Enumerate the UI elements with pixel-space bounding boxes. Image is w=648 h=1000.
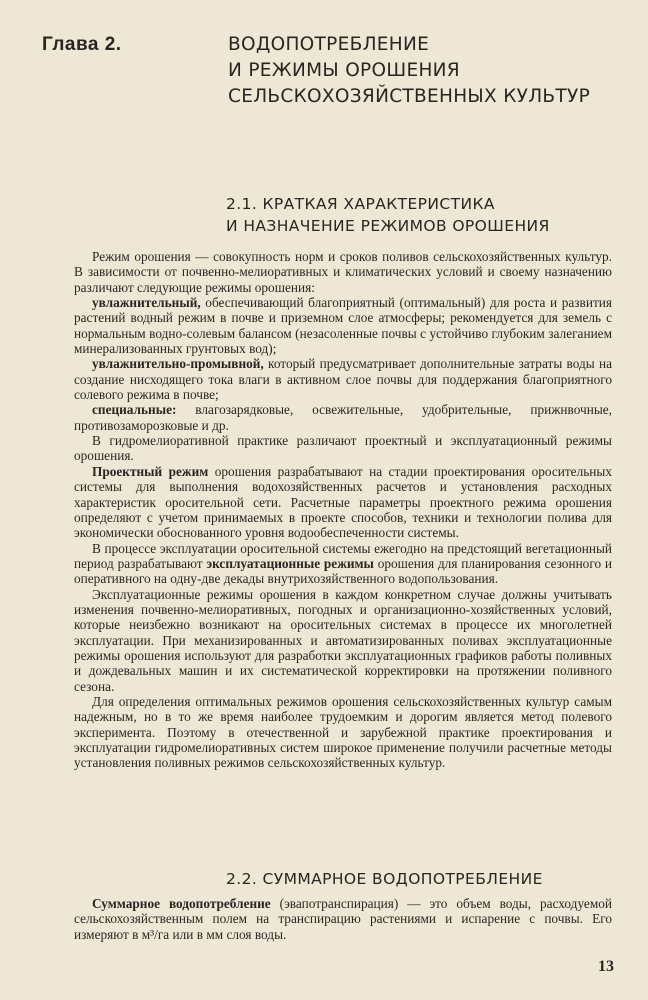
chapter-title — [228, 32, 628, 110]
term: Проектный режим — [92, 463, 209, 479]
paragraph: Суммарное водопотребление (эвапотранспирация) — это объем воды, расходуемой сельскохозяйственным полем на транспирацию растениями и испарение с почвы. Его измеряют в м³/га или в мм слоя воды. — [74, 896, 613, 942]
section-title-line: 2.1. КРАТКАЯ ХАРАКТЕРИСТИКА — [226, 195, 495, 213]
paragraph: специальные: влагозарядковые, освежительные, удобрительные, прижнвочные, противозаморозковые и др. — [74, 402, 612, 433]
term: Суммарное водопотребление — [92, 896, 271, 911]
chapter-label: Глава 2. — [42, 34, 122, 55]
section-body — [74, 896, 612, 942]
paragraph: увлажнительный, обеспечивающий благоприятный (оптимальный) для роста и развития растений водный режим в почве и приземном слое атмосферы; рекомендуется для земель с нормальным водно-солевым балансом (незасоленные почвы с устойчиво глубоким залеганием минерализованных грунтовых вод); — [74, 295, 612, 357]
section-body — [74, 249, 612, 771]
paragraph: В процессе эксплуатации оросительной системы ежегодно на предстоящий вегетационный период разрабатывают эксплуатационные режимы орошения для планирования сезонного и оперативного на одну-две декады внутрихозяйственного водопользования. — [74, 540, 612, 587]
chapter-title-line: ВОДОПОТРЕБЛЕНИЕ — [228, 34, 430, 55]
section-title — [226, 193, 636, 237]
page-number: 13 — [598, 958, 614, 975]
term: увлажнительно-промывной, — [92, 356, 264, 372]
term: эксплуатационные режимы — [206, 555, 374, 571]
term: увлажнительный, — [92, 295, 201, 311]
paragraph: увлажнительно-промывной, который предусматривает дополнительные затраты воды на создание нисходящего тока влаги в активном слое почвы для поддержания благоприятного солевого режима в почве; — [74, 356, 612, 403]
chapter-title-line: СЕЛЬСКОХОЗЯЙСТВЕННЫХ КУЛЬТУР — [228, 86, 591, 107]
paragraph: В гидромелиоративной практике различают проектный и эксплуатационный режимы орошения. — [74, 433, 612, 464]
chapter-title-line: И РЕЖИМЫ ОРОШЕНИЯ — [228, 60, 460, 81]
paragraph: Для определения оптимальных режимов орошения сельскохозяйственных культур самым надежным, но в то же время наиболее трудоемким и дорогим является метод полевого эксперимента. Поэтому в отечественной и зарубежной практике проектирования и эксплуатации гидромелиоративных систем широкое применение получили расчетные методы установления поливных режимов сельскохозяйственных культур. — [74, 693, 612, 771]
paragraph: Эксплуатационные режимы орошения в каждом конкретном случае должны учитывать изменения почвенно-мелиоративных, погодных и организационно-хозяйственных условий, которые неизбежно возникают на оросительных системах в процессе их многолетней эксплуатации. При механизированных и автоматизированных поливах эксплуатационные режимы орошения используют для разработки эксплуатационных графиков работы поливных и дождевальных машин и их систематической корректировки на протяжении поливного сезона. — [74, 586, 612, 694]
paragraph: Проектный режим орошения разрабатывают на стадии проектирования оросительных системы для выполнения водохозяйственных расчетов и установления расходных характеристик оросительной сети. Расчетные параметры проектного режима орошения определяют с учетом принимаемых в проекте способов, техники и технологии полива для экономически обоснованного уровня водообеспеченности системы. — [74, 463, 612, 541]
paragraph: Режим орошения — совокупность норм и сроков поливов сельскохозяйственных культур. В зависимости от почвенно-мелиоративных и климатических условий и своему назначению различают следующие режимы орошения: — [74, 249, 612, 295]
section-title-line: И НАЗНАЧЕНИЕ РЕЖИМОВ ОРОШЕНИЯ — [226, 217, 550, 235]
term: специальные: — [92, 402, 177, 418]
section-title: 2.2. СУММАРНОЕ ВОДОПОТРЕБЛЕНИЕ — [226, 870, 543, 888]
